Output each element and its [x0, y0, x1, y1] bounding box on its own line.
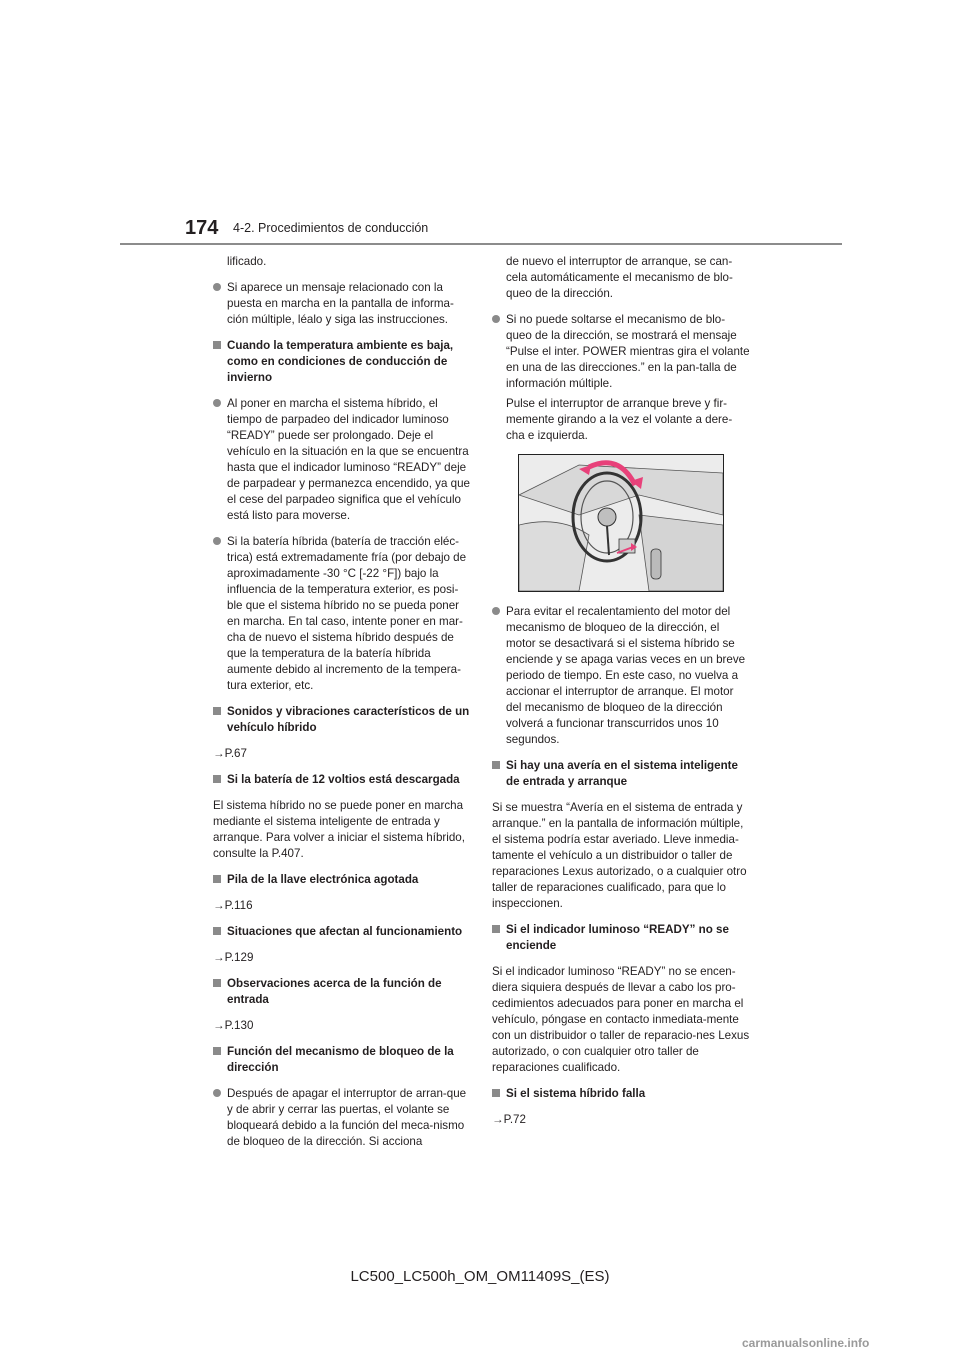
bullet-text: Si no puede soltarse el mecanismo de blo-queo de la dirección, se mostrará el mensaje “Pulse el inter. POWER mientras gira el volante en una de las direcciones.” en la pan-talla de información múltiple. — [506, 313, 750, 390]
bullet-item — [492, 312, 750, 392]
bullet-item — [213, 396, 471, 524]
subheading — [213, 338, 471, 386]
bullet-dot-icon — [213, 399, 221, 407]
left-column — [213, 254, 471, 1160]
bullet-dot-icon — [213, 537, 221, 545]
page-reference[interactable]: →P.72 — [492, 1113, 526, 1126]
bullet-dot-icon — [492, 315, 500, 323]
continued-text: de nuevo el interruptor de arranque, se can-cela automáticamente el mecanismo de blo-queo de la dirección. — [506, 255, 733, 300]
bullet-item — [213, 1086, 471, 1150]
paragraph: Si el indicador luminoso “READY” no se encen-diera siquiera después de llevar a cabo los pro-cedimientos adecuados para poner en marcha el vehículo, póngase en contacto inmediata-mente con un distribuidor o taller de reparacio-nes Lexus autorizado, o con cualquier otro taller de reparaciones cualificado. — [492, 965, 750, 1074]
square-bullet-icon — [492, 1089, 500, 1097]
subheading — [213, 1044, 471, 1076]
header-rule — [120, 243, 842, 245]
page-reference[interactable]: →P.67 — [213, 747, 247, 760]
subheading-text: Pila de la llave electrónica agotada — [227, 873, 419, 886]
page-reference[interactable]: →P.116 — [213, 899, 253, 912]
square-bullet-icon — [492, 761, 500, 769]
subheading-text: Situaciones que afectan al funcionamiento — [227, 925, 463, 938]
bullet-continuation: Pulse el interruptor de arranque breve y fir-memente girando a la vez el volante a dere-cha e izquierda. — [506, 397, 733, 442]
subheading — [213, 924, 471, 940]
bullet-dot-icon — [213, 283, 221, 291]
paragraph: El sistema híbrido no se puede poner en marcha mediante el sistema inteligente de entrada y arranque. Para volver a iniciar el sistema híbrido, consulte la P.407. — [213, 799, 465, 860]
subheading — [213, 976, 471, 1008]
bullet-text: Después de apagar el interruptor de arran-que y de abrir y cerrar las puertas, el volante se bloqueará debido a la función del meca-nismo de bloqueo de la dirección. Si acciona — [227, 1087, 467, 1148]
square-bullet-icon — [213, 707, 221, 715]
bullet-text: Si la batería híbrida (batería de tracción eléc-trica) está extremadamente fría (por debajo de aproximadamente -30 °C [-22 °F]) bajo la influencia de la temperatura exterior, es posi-ble que el sistema híbrido no se pueda poner en marcha. En tal caso, intente poner en mar-cha de nuevo el sistema híbrido después de que la temperatura de la batería híbrida aumente debido al incremento de la tempera-tura exterior, etc. — [227, 535, 467, 692]
watermark: carmanualsonline.info — [742, 1336, 870, 1350]
subheading-text: Si hay una avería en el sistema inteligente de entrada y arranque — [506, 759, 738, 788]
section-title: 4-2. Procedimientos de conducción — [233, 221, 429, 235]
subheading-text: Si el sistema híbrido falla — [506, 1087, 646, 1100]
square-bullet-icon — [213, 341, 221, 349]
subheading-text: Cuando la temperatura ambiente es baja, como en condiciones de conducción de invierno — [227, 339, 454, 384]
subheading-text: Si el indicador luminoso “READY” no se enciende — [506, 923, 729, 952]
square-bullet-icon — [213, 775, 221, 783]
page-number: 174 — [185, 217, 219, 239]
subheading — [213, 872, 471, 888]
bullet-dot-icon — [213, 1089, 221, 1097]
footer-code: LC500_LC500h_OM_OM11409S_(ES) — [350, 1268, 610, 1285]
page-reference[interactable]: →P.130 — [213, 1019, 254, 1032]
right-column — [492, 254, 750, 1138]
square-bullet-icon — [213, 1047, 221, 1055]
continued-text: lificado. — [227, 255, 267, 268]
page-reference[interactable]: →P.129 — [213, 951, 254, 964]
square-bullet-icon — [213, 875, 221, 883]
subheading-text: Sonidos y vibraciones característicos de un vehículo híbrido — [227, 705, 470, 734]
subheading-text: Función del mecanismo de bloqueo de la dirección — [227, 1045, 454, 1074]
steering-wheel-illustration — [518, 454, 724, 592]
subheading — [492, 758, 750, 790]
subheading-text: Si la batería de 12 voltios está descargada — [227, 773, 460, 786]
bullet-dot-icon — [492, 607, 500, 615]
square-bullet-icon — [492, 925, 500, 933]
paragraph: Si se muestra “Avería en el sistema de entrada y arranque.” en la pantalla de información múltiple, el sistema podría estar averiado. Lleve inmedia-tamente el vehículo a un distribuidor o taller de reparaciones Lexus autorizado, o a cualquier otro taller de reparaciones cualificado, para que lo inspeccionen. — [492, 801, 747, 910]
bullet-item — [213, 280, 471, 328]
square-bullet-icon — [213, 979, 221, 987]
bullet-item — [492, 604, 750, 748]
bullet-item — [213, 534, 471, 694]
bullet-text: Si aparece un mensaje relacionado con la puesta en marcha en la pantalla de informa-ción múltiple, léalo y siga las instrucciones. — [227, 281, 454, 326]
subheading — [492, 1086, 750, 1102]
subheading — [213, 772, 471, 788]
subheading — [213, 704, 471, 736]
bullet-text: Para evitar el recalentamiento del motor del mecanismo de bloqueo de la dirección, el motor se desactivará si el sistema híbrido se enciende y se apaga varias veces en un breve periodo de tiempo. En este caso, no vuelva a accionar el interruptor de arranque. El motor del mecanismo de bloqueo de la dirección volverá a funcionar transcurridos unos 10 segundos. — [506, 605, 746, 746]
subheading-text: Observaciones acerca de la función de entrada — [227, 977, 442, 1006]
square-bullet-icon — [213, 927, 221, 935]
subheading — [492, 922, 750, 954]
bullet-text: Al poner en marcha el sistema híbrido, el tiempo de parpadeo del indicador luminoso “READY” puede ser prolongado. Deje el vehículo en la situación en la que se encuentra hasta que el indicador luminoso “READY” deje de parpadear y permanezca encendido, ya que el cese del parpadeo significa que el vehículo está listo para moverse. — [227, 397, 470, 522]
